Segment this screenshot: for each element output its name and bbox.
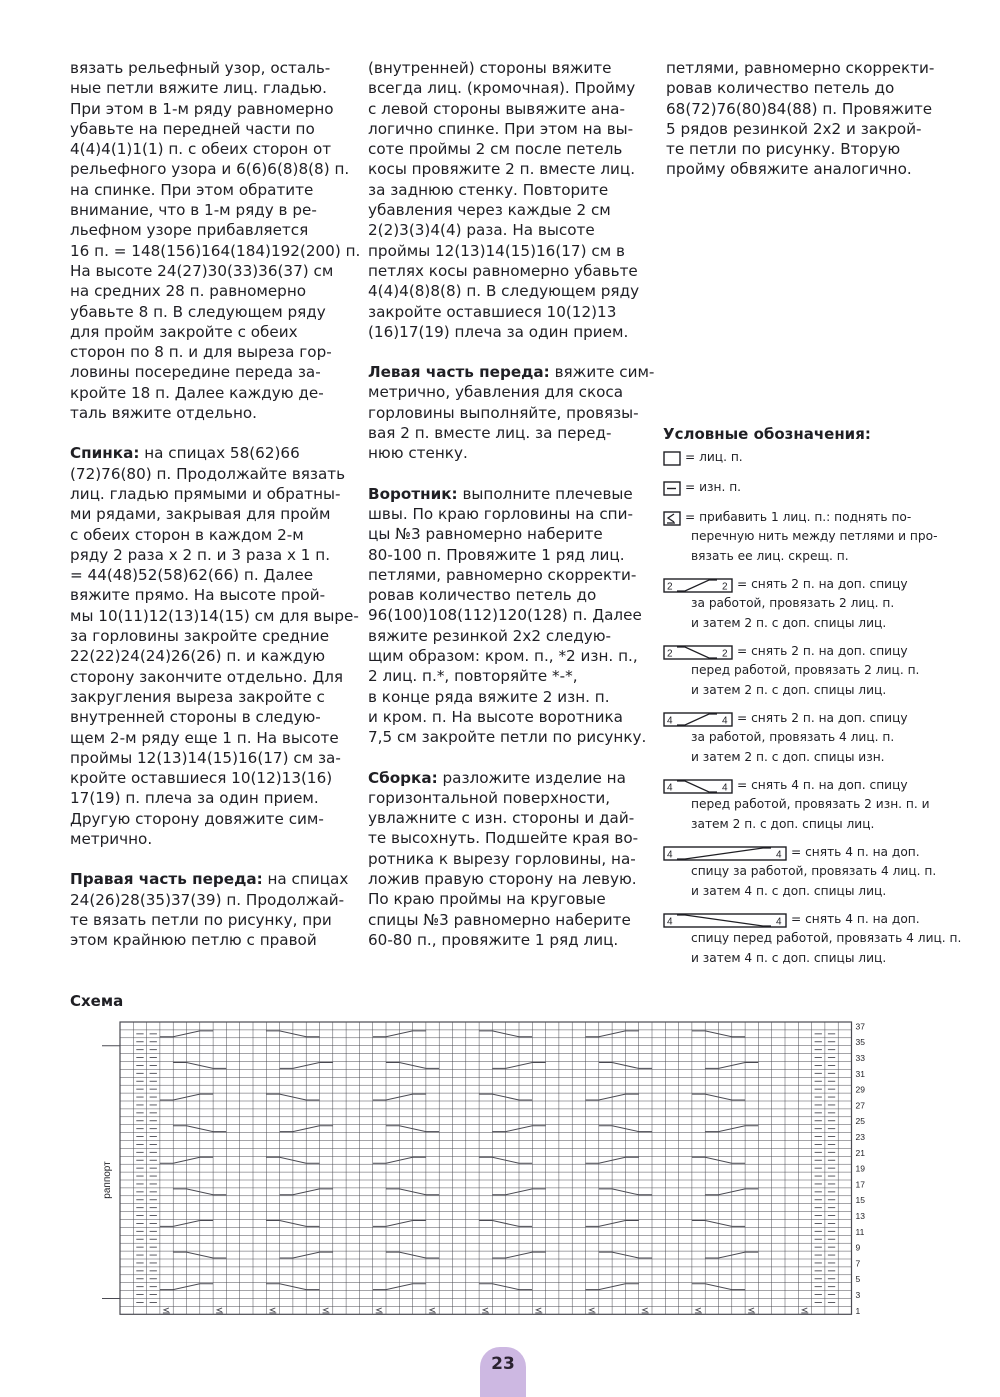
- text-line: убавления через каждые 2 см: [368, 201, 611, 220]
- text-line: вая 2 п. вместе лиц. за перед-: [368, 424, 612, 443]
- text-line: на спинке. При этом обратите: [70, 180, 314, 199]
- cable-4-4-back-symbol-icon: [663, 846, 787, 862]
- text-line: внутренней стороны в следую-: [70, 708, 321, 727]
- text-line: проймы 12(13)14(15)16(17) см за-: [70, 748, 341, 767]
- legend-text: перед работой, провязать 2 изн. п. и: [691, 797, 930, 812]
- legend-text: спицу за работой, провязать 4 лиц. п.: [691, 864, 937, 879]
- text-line: убавьте на передней части по: [70, 119, 315, 138]
- text-line: вяжите резинкой 2х2 следую-: [368, 626, 611, 645]
- cable-2-2-back-symbol-icon: [663, 578, 733, 594]
- legend-text: = снять 2 п. на доп. спицу: [737, 644, 908, 658]
- text-line: сторону закончите отдельно. Для: [70, 667, 344, 686]
- cable-4-4-front-symbol-icon: [663, 913, 787, 929]
- paragraph-armhole: [666, 58, 956, 180]
- row-number: 13: [855, 1211, 865, 1221]
- text-line: внимание, что в 1-м ряду в ре-: [70, 201, 317, 220]
- text-line: ротника к вырезу горловины, на-: [368, 849, 636, 868]
- row-number: 7: [855, 1258, 861, 1269]
- text-run: вяжите сим-: [549, 363, 655, 382]
- paragraph-left-front: [368, 362, 653, 463]
- text-line: кройте 18 п. Далее каждую де-: [70, 383, 324, 402]
- text-column-2: [368, 58, 653, 970]
- row-number: 9: [855, 1242, 861, 1253]
- text-line: 68(72)76(80)84(88) п. Провяжите: [666, 99, 933, 118]
- knitting-chart-svg: [100, 1020, 990, 1340]
- text-line: лиц. гладью прямыми и обратны-: [70, 484, 341, 503]
- legend-text: и затем 2 п. с доп. спицы изн.: [691, 749, 885, 764]
- text-line: закройте оставшиеся 10(12)13: [368, 302, 617, 321]
- text-line: сторон по 8 п. и для выреза гор-: [70, 343, 332, 362]
- text-line: [70, 443, 345, 463]
- text-line: щим образом: кром. п., *2 изн. п.,: [368, 647, 638, 666]
- text-line: рельефного узора и 6(6)6(8)8(8) п.: [70, 160, 350, 179]
- section-heading-right-front: Правая часть переда:: [70, 870, 263, 889]
- text-line: 4(4)4(1)1(1) п. с обеих сторон от: [70, 140, 332, 159]
- text-line: пройму обвяжите аналогично.: [666, 160, 912, 179]
- text-line: [368, 484, 653, 504]
- text-line: 17(19) п. плеча за один прием.: [70, 789, 319, 808]
- legend-items: [663, 448, 963, 972]
- text-line: горизонтальной поверхности,: [368, 788, 611, 807]
- text-line: 96(100)108(112)120(128) п. Далее: [368, 606, 642, 625]
- text-line: По краю проймы на круговые: [368, 890, 606, 909]
- text-line: 2(2)3(3)4(4) раза. На высоте: [368, 221, 595, 240]
- legend-text: = лиц. п.: [685, 450, 743, 464]
- text-line: метрично.: [70, 829, 153, 848]
- text-column-3: [666, 58, 956, 200]
- row-number: 35: [855, 1037, 865, 1048]
- row-number: 1: [855, 1305, 861, 1316]
- legend-text: = снять 2 п. на доп. спицу: [737, 577, 908, 591]
- text-line: этом крайнюю петлю с правой: [70, 931, 317, 950]
- row-number: 23: [855, 1132, 865, 1142]
- legend-item-cable-2-2-back: [663, 575, 963, 637]
- section-heading-assembly: Сборка:: [368, 768, 438, 787]
- row-number: 25: [855, 1116, 865, 1127]
- text-line: и кром. п. На высоте воротника: [368, 707, 623, 726]
- text-line: всегда лиц. (кромочная). Пройму: [368, 79, 636, 98]
- text-line: петлями, равномерно скорректи-: [666, 59, 935, 77]
- text-line: кройте оставшиеся 10(12)13(16): [70, 769, 333, 788]
- text-line: На высоте 24(27)30(33)36(37) см: [70, 261, 334, 280]
- text-line: косы провяжите 2 п. вместе лиц.: [368, 160, 636, 179]
- text-line: петлями, равномерно скорректи-: [368, 565, 637, 584]
- text-line: швы. По краю горловины на спи-: [368, 504, 633, 523]
- text-column-1: [70, 58, 361, 970]
- row-number: 11: [855, 1226, 865, 1237]
- text-line: те вязать петли по рисунку, при: [70, 910, 332, 929]
- text-line: мы 10(11)12(13)14(15) см для выре-: [70, 606, 359, 625]
- cable-2-2-front-symbol-icon: [663, 645, 733, 661]
- knitting-chart: [100, 1020, 990, 1344]
- text-line: 80-100 п. Провяжите 1 ряд лиц.: [368, 545, 625, 564]
- text-line: (внутренней) стороны вяжите: [368, 59, 612, 77]
- legend-text: = снять 4 п. на доп.: [791, 845, 920, 859]
- paragraph-collar: [368, 484, 653, 748]
- text-line: ряду 2 раза х 2 п. и 3 раза х 1 п.: [70, 545, 331, 564]
- text-line: логично спинке. При этом на вы-: [368, 119, 634, 138]
- text-line: щем 2-м ряду еще 1 п. На высоте: [70, 728, 339, 747]
- row-number: 15: [855, 1195, 865, 1206]
- text-line: для пройм закройте с обеих: [70, 322, 298, 341]
- text-line: (16)17(19) плеча за один прием.: [368, 322, 629, 341]
- legend-text: = снять 2 п. на доп. спицу: [737, 711, 908, 725]
- text-line: на средних 28 п. равномерно: [70, 282, 307, 301]
- text-line: = 44(48)52(58)62(66) п. Далее: [70, 566, 314, 585]
- paragraph-back: [70, 443, 359, 849]
- knit-symbol-icon: [663, 451, 681, 467]
- text-line: 22(22)24(24)26(26) п. и каждую: [70, 647, 326, 666]
- row-number: 29: [855, 1084, 865, 1095]
- section-heading-left-front: Левая часть переда:: [368, 363, 550, 382]
- legend-text: перечную нить между петлями и про-: [691, 529, 938, 544]
- legend-item-cable-2-4-back: [663, 709, 963, 771]
- text-line: за заднюю стенку. Повторите: [368, 180, 609, 199]
- legend-text: и затем 2 п. с доп. спицы лиц.: [691, 682, 887, 697]
- legend-text: за работой, провязать 2 лиц. п.: [691, 596, 895, 611]
- row-number: 19: [855, 1163, 865, 1174]
- legend-text: и затем 2 п. с доп. спицы лиц.: [691, 615, 887, 630]
- paragraph-right-front: [70, 869, 349, 950]
- legend-text: = изн. п.: [685, 480, 742, 494]
- section-heading-collar: Воротник:: [368, 484, 458, 503]
- text-line: спицы №3 равномерно наберите: [368, 910, 631, 929]
- text-line: 2 лиц. п.*, повторяйте *-*,: [368, 667, 578, 686]
- legend-text: за работой, провязать 4 лиц. п.: [691, 730, 895, 745]
- legend-item-purl: [663, 478, 963, 503]
- text-line: 4(4)4(8)8(8) п. В следующем ряду: [368, 282, 640, 301]
- text-line: в конце ряда вяжите 2 изн. п.: [368, 687, 610, 706]
- text-line: цы №3 равномерно наберите: [368, 525, 603, 544]
- text-line: 16 п. = 148(156)164(184)192(200) п.: [70, 241, 361, 260]
- text-line: Другую сторону довяжите сим-: [70, 809, 324, 828]
- text-line: [368, 362, 653, 382]
- svg-text:4: 4: [667, 715, 673, 727]
- svg-text:2: 2: [667, 648, 673, 660]
- cable-4-2-front-symbol-icon: [663, 779, 733, 795]
- text-line: те высохнуть. Подшейте края во-: [368, 829, 639, 848]
- text-line: увлажните с изн. стороны и дай-: [368, 809, 635, 828]
- cable-2-4-back-symbol-icon: [663, 712, 733, 728]
- purl-symbol-icon: [663, 481, 681, 497]
- text-line: [368, 768, 653, 788]
- svg-text:2: 2: [667, 581, 673, 593]
- svg-text:4: 4: [667, 849, 673, 861]
- text-line: ложив правую сторону на левую.: [368, 869, 637, 888]
- svg-text:4: 4: [667, 916, 673, 928]
- text-line: ные петли вяжите лиц. гладью.: [70, 79, 327, 98]
- text-line: с левой стороны вывяжите ана-: [368, 99, 625, 118]
- text-run: выполните плечевые: [457, 484, 633, 503]
- legend-text: затем 2 п. с доп. спицы лиц.: [691, 816, 875, 831]
- text-line: убавьте 8 п. В следующем ряду: [70, 302, 326, 321]
- scheme-label: Схема: [70, 992, 124, 1010]
- row-number: 31: [855, 1068, 865, 1079]
- increase-symbol-icon: [663, 511, 681, 527]
- legend-text: и затем 4 п. с доп. спицы лиц.: [691, 950, 887, 965]
- legend-item-cable-4-2-front: [663, 776, 963, 838]
- row-number: 17: [855, 1179, 865, 1190]
- paragraph-assembly: [368, 768, 653, 951]
- text-line: При этом в 1-м ряду равномерно: [70, 99, 334, 118]
- legend-text: = снять 4 п. на доп. спицу: [737, 778, 908, 792]
- text-run: разложите изделие на: [437, 768, 626, 787]
- svg-text:4: 4: [667, 782, 673, 794]
- legend-item-cable-2-2-front: [663, 642, 963, 704]
- legend-text: = снять 4 п. на доп.: [791, 912, 920, 926]
- row-number: 37: [855, 1021, 865, 1032]
- legend-text: и затем 4 п. с доп. спицы лиц.: [691, 883, 887, 898]
- text-line: льефном узоре прибавляется: [70, 221, 309, 240]
- svg-text:4: 4: [722, 715, 728, 727]
- text-line: петлях косы равномерно убавьте: [368, 261, 638, 280]
- text-line: 7,5 см закройте петли по рисунку.: [368, 728, 647, 747]
- row-number: 21: [855, 1147, 865, 1158]
- text-line: ровав количество петель до: [368, 586, 597, 605]
- paragraph-continued: [368, 58, 653, 342]
- legend-title: Условные обозначения:: [663, 425, 871, 443]
- text-line: с обеих сторон в каждом 2-м: [70, 525, 304, 544]
- text-line: 24(26)28(35)37(39) п. Продолжай-: [70, 890, 345, 909]
- text-line: метрично, убавления для скоса: [368, 383, 624, 402]
- legend-text: перед работой, провязать 2 лиц. п.: [691, 663, 920, 678]
- row-number: 27: [855, 1100, 865, 1111]
- legend-item-cable-4-4-back: [663, 843, 963, 905]
- legend: [663, 424, 963, 977]
- text-line: проймы 12(13)14(15)16(17) см в: [368, 241, 625, 260]
- legend-item-cable-4-4-front: [663, 910, 963, 972]
- text-line: нюю стенку.: [368, 444, 468, 463]
- row-number: 5: [855, 1274, 861, 1285]
- legend-text: вязать ее лиц. скрещ. п.: [691, 548, 849, 563]
- text-line: ровав количество петель до: [666, 79, 895, 98]
- text-line: ми рядами, закрывая для пройм: [70, 505, 331, 524]
- svg-text:4: 4: [776, 849, 782, 861]
- svg-text:4: 4: [776, 916, 782, 928]
- svg-text:2: 2: [722, 581, 728, 593]
- page-number: 23: [480, 1347, 526, 1397]
- svg-text:2: 2: [722, 648, 728, 660]
- text-line: ловины посередине переда за-: [70, 363, 321, 382]
- legend-item-increase: [663, 508, 963, 570]
- text-line: [70, 869, 349, 889]
- text-run: на спицах: [262, 870, 349, 889]
- text-line: вяжите прямо. На высоте прой-: [70, 586, 326, 605]
- section-heading-back: Спинка:: [70, 444, 140, 463]
- text-run: на спицах 58(62)66: [139, 444, 300, 463]
- text-line: вязать рельефный узор, осталь-: [70, 59, 331, 77]
- text-line: закругления выреза закройте с: [70, 687, 325, 706]
- text-line: (72)76(80) п. Продолжайте вязать: [70, 464, 346, 483]
- text-line: 5 рядов резинкой 2х2 и закрой-: [666, 119, 922, 138]
- text-line: соте проймы 2 см после петель: [368, 140, 623, 159]
- text-line: таль вяжите отдельно.: [70, 404, 257, 423]
- svg-text:4: 4: [722, 782, 728, 794]
- text-line: за горловины закройте средние: [70, 627, 330, 646]
- text-line: те петли по рисунку. Вторую: [666, 140, 901, 159]
- legend-text: спицу перед работой, провязать 4 лиц. п.: [691, 931, 962, 946]
- text-line: 60-80 п., провяжите 1 ряд лиц.: [368, 930, 619, 949]
- text-line: горловины выполняйте, провязы-: [368, 403, 639, 422]
- chart-grid-border: [120, 1022, 852, 1314]
- legend-text: = прибавить 1 лиц. п.: поднять по-: [685, 510, 912, 524]
- paragraph-intro: [70, 58, 361, 423]
- repeat-label: раппорт: [102, 1161, 113, 1199]
- row-number: 33: [855, 1053, 865, 1063]
- legend-item-knit: [663, 448, 963, 473]
- row-number: 3: [855, 1290, 861, 1300]
